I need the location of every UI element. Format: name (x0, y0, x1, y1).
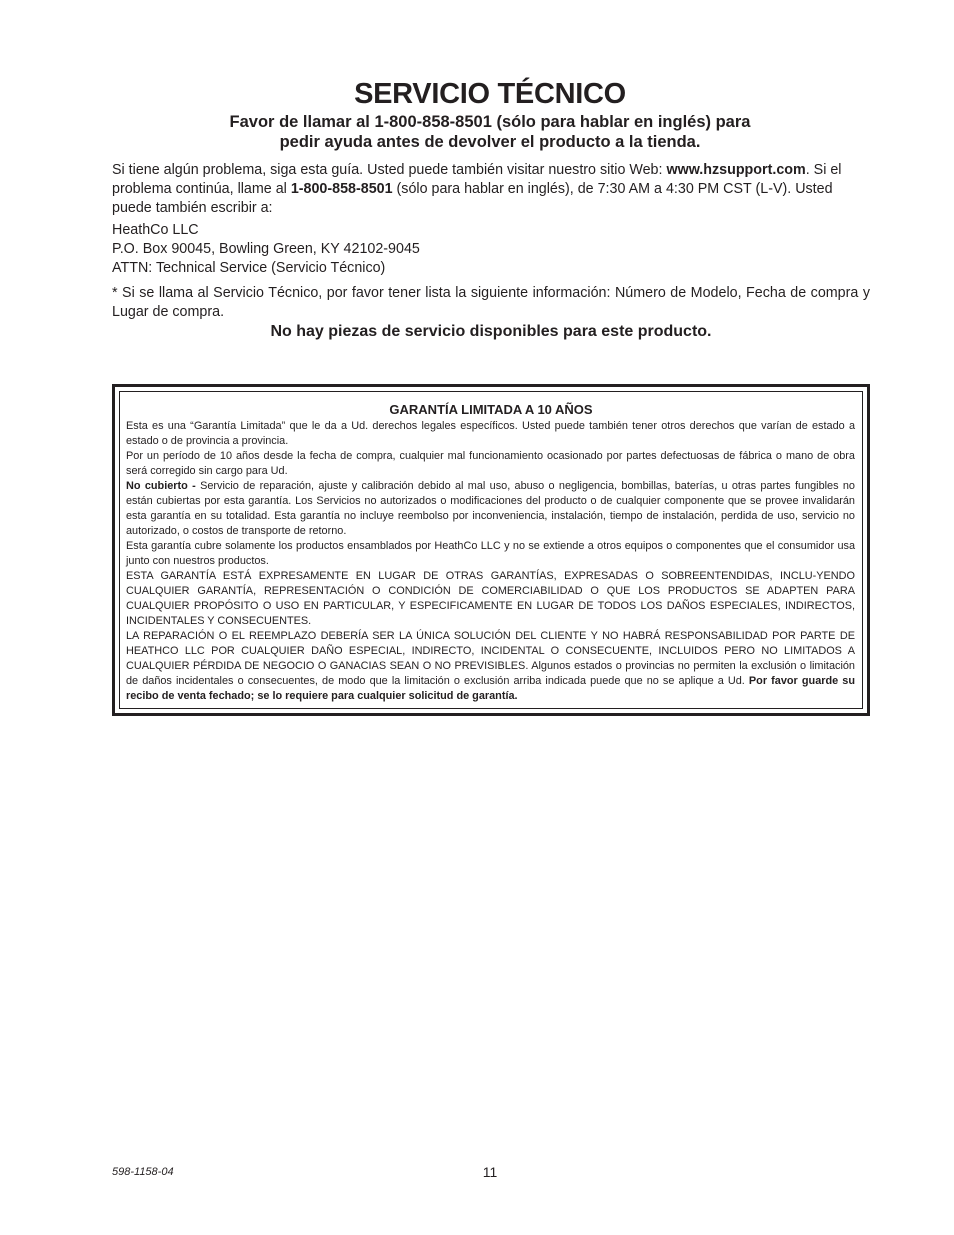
page-number: 11 (482, 1164, 498, 1180)
receipt-notice: Por favor guarde su recibo de venta fechado; se lo requiere para cualquier solicitud de garantía. (126, 675, 855, 702)
page-title: SERVICIO TÉCNICO (354, 78, 626, 110)
phone-number: 1-800-858-8501 (290, 181, 393, 197)
warranty-paragraph-5: ESTA GARANTÍA ESTÁ EXPRESAMENTE EN LUGAR DE OTRAS GARANTÍAS, EXPRESADAS O SOBREENTENDIDAS, INCLU-YENDO CUALQUIER GARANTÍA, REPRESENTACIÓN O CONDICIÓN DE COMERCIABILIDAD O QUE LOS PRODUCTOS SE ADAPTEN PARA CUALQUIER PROPÓSITO O USO EN PARTICULAR, Y ESPECIFICAMENTE EN LUGAR DE TODOS LOS DAÑOS ESPECIALES, INDIRECTOS, INCIDENTALES Y CONSECUENTES. (126, 570, 855, 627)
intro-text-3: (sólo para hablar en inglés), de 7:30 AM a 4:30 PM CST (L-V). Usted puede también escribir a: (112, 181, 833, 216)
document-code: 598-1158-04 (112, 1166, 174, 1178)
address-line-2: P.O. Box 90045, Bowling Green, KY 42102-9045 (112, 241, 420, 257)
warranty-title: GARANTÍA LIMITADA A 10 AÑOS (389, 402, 593, 417)
liability-tail-text: Algunos estados o provincias no permiten la exclusión o limitación de daños incidentales o consecuentes, de modo que la limitación o exclusión arriba indicada puede que no se aplique a Ud. (126, 660, 855, 687)
intro-text-1: Si tiene algún problema, siga esta guía. Usted puede también visitar nuestro sitio Web: (112, 162, 667, 178)
service-note: * Si se llama al Servicio Técnico, por favor tener lista la siguiente información: Número de Modelo, Fecha de compra y Lugar de compra. (112, 285, 870, 320)
liability-text: LA REPARACIÓN O EL REEMPLAZO DEBERÍA SER LA ÚNICA SOLUCIÓN DEL CLIENTE Y NO HABRÁ RESPONSABILIDAD POR PARTE DE HEATHCO LLC POR CUALQUIER DAÑO ESPECIAL, INDIRECTO, INCIDENTAL O CONSECUENTE, INCLUIDOS PERO NO LIMITADOS A CUALQUIER PÉRDIDA DE NEGOCIO O GANACIAS SEAN O NO PREVISIBLES. (126, 630, 855, 672)
not-covered-text: Servicio de reparación, ajuste y calibración debido al mal uso, abuso o negligencia, bombillas, baterías, u otras partes fungibles no están cubiertas por esta garantía. Los Servicios no autorizados o modificaciones del producto o de cualquier componente que se provee invalidarán esta garantía en su totalidad. Esta garantía no incluye reembolso por inconveniencia, instalación, tiempo de instalación, perdida de uso, servicio no autorizado, o costos de transporte de retorno. (126, 480, 855, 537)
intro-paragraph (112, 161, 870, 218)
address-line-3: ATTN: Technical Service (Servicio Técnico) (112, 260, 386, 276)
no-parts-notice: No hay piezas de servicio disponibles para este producto. (270, 323, 712, 340)
warranty-paragraph-1: Esta es una “Garantía Limitada” que le da a Ud. derechos legales específicos. Usted puede también tener otros derechos que varían de estado a estado o de provincia a provincia. (126, 420, 855, 447)
subtitle-line-1: Favor de llamar al 1-800-858-8501 (sólo para hablar en inglés) para (229, 113, 751, 131)
not-covered-label: No cubierto - (126, 480, 196, 492)
intro-text-2: . Si el problema continúa, llame al (112, 162, 842, 197)
warranty-paragraph-3 (126, 479, 855, 539)
warranty-paragraph-2: Por un período de 10 años desde la fecha de compra, cualquier mal funcionamiento ocasionado por partes defectuosas de fábrica o mano de obra será corregido sin cargo para Ud. (126, 450, 855, 477)
subtitle (0, 112, 954, 152)
warranty-paragraph-4: Esta garantía cubre solamente los productos ensamblados por HeathCo LLC y no se extiende a otros equipos o componentes que el consumidor usa junto con nuestros productos. (126, 540, 855, 567)
warranty-paragraph-6 (126, 629, 855, 704)
mailing-address (112, 221, 870, 278)
address-line-1: HeathCo LLC (112, 222, 199, 238)
website-link[interactable]: www.hzsupport.com (666, 162, 806, 178)
warranty-inner-frame (119, 391, 863, 709)
warranty-box (112, 384, 870, 716)
warranty-text (126, 419, 855, 704)
subtitle-line-2: pedir ayuda antes de devolver el producto a la tienda. (279, 133, 701, 151)
